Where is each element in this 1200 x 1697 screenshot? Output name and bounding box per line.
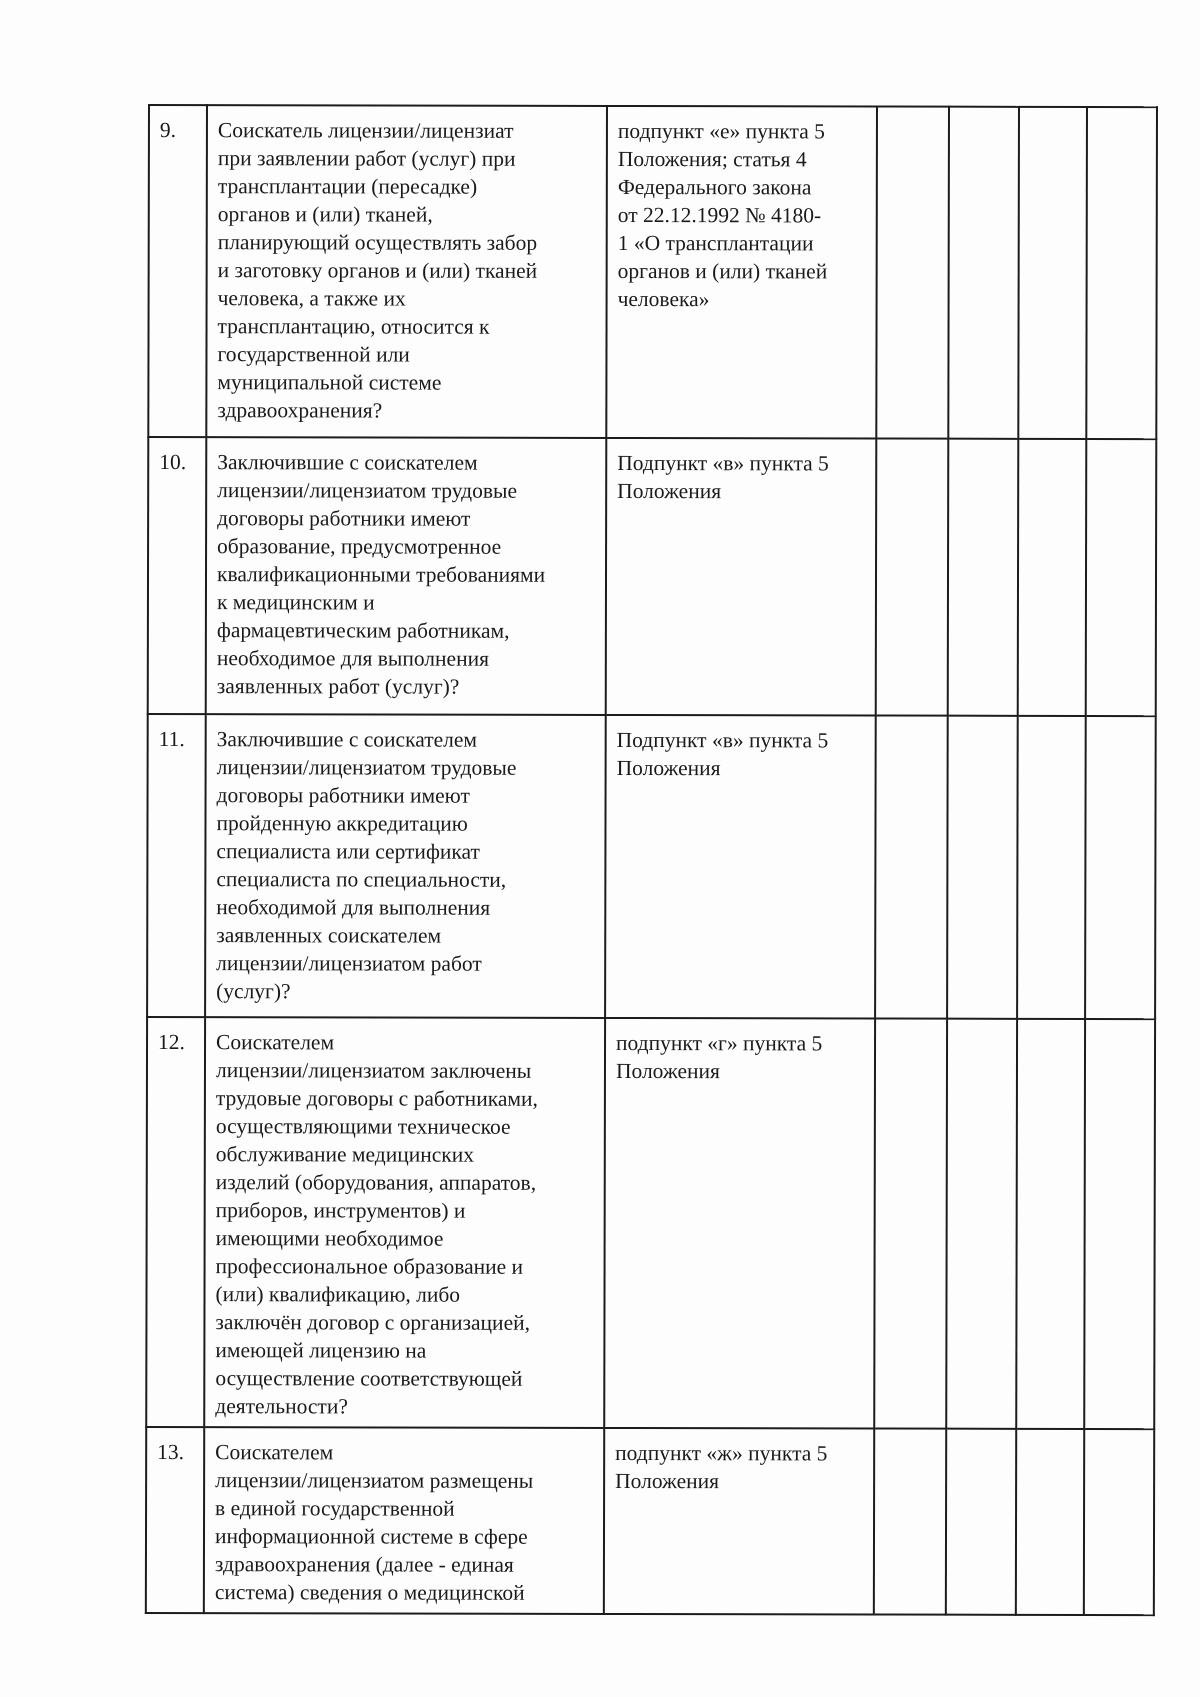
question-line: лицензии/лицензиатом размещены [215, 1468, 534, 1493]
question-line: человека, а также их [217, 286, 406, 311]
question-line: при заявлении работ (услуг) при [217, 146, 516, 171]
requirement-question [204, 1427, 604, 1614]
reference-line: органов и (или) тканей [617, 258, 828, 284]
question-line: и заготовку органов и (или) тканей [217, 258, 538, 283]
row-number: 10. [148, 437, 207, 714]
reference-line: Подпункт «в» пункта 5 [617, 450, 829, 476]
question-line: заявленных соискателем [216, 923, 442, 948]
reference-line: Положения [617, 478, 722, 504]
question-line: лицензии/лицензиатом заключены [215, 1058, 532, 1083]
question-line: изделий (оборудования, аппаратов, [215, 1170, 537, 1195]
question-line: имеющей лицензию на [215, 1338, 427, 1363]
question-line: муниципальной системе [217, 370, 442, 395]
reference-line: 1 «О трансплантации [617, 230, 814, 256]
row-number: 13. [146, 1427, 204, 1613]
reference-line: Подпункт «в» пункта 5 [616, 727, 829, 753]
answer-cell[interactable] [876, 107, 949, 439]
table-row [146, 1427, 1154, 1615]
question-line: лицензии/лицензиатом трудовые [216, 755, 517, 780]
reference-line: Положения [615, 1468, 720, 1494]
requirement-question [206, 437, 607, 715]
legal-reference [606, 106, 877, 439]
question-line: лицензии/лицензиатом трудовые [217, 478, 518, 503]
legal-reference [604, 1018, 875, 1429]
answer-cell[interactable] [874, 1019, 947, 1429]
question-line: система) сведения о медицинской [214, 1580, 525, 1605]
question-line: здравоохранения? [217, 398, 383, 423]
answer-cell[interactable] [1084, 1019, 1155, 1429]
answer-cell[interactable] [1018, 439, 1087, 716]
question-line: обслуживание медицинских [215, 1142, 475, 1167]
row-number: 9. [148, 105, 207, 437]
reference-line: подпункт «г» пункта 5 [616, 1030, 823, 1056]
question-line: фармацевтическим работникам, [216, 618, 510, 643]
legal-reference [604, 1428, 874, 1615]
question-line: трудовые договоры с работниками, [215, 1086, 538, 1111]
answer-cell[interactable] [1085, 716, 1156, 1019]
question-line: государственной или [217, 342, 410, 367]
question-line: трансплантации (пересадке) [217, 174, 478, 199]
question-line: специалиста по специальности, [216, 867, 507, 892]
question-line: заключён договор с организацией, [215, 1310, 531, 1335]
question-line: осуществляющими техническое [215, 1114, 511, 1139]
reference-line: от 22.12.1992 № 4180- [617, 202, 822, 228]
question-line: необходимое для выполнения [216, 646, 490, 671]
question-line: здравоохранения (далее - единая [214, 1552, 514, 1577]
question-line: договоры работники имеют [217, 506, 471, 531]
checklist-table [145, 104, 1158, 1616]
legal-reference [606, 438, 877, 716]
answer-cell[interactable] [946, 1019, 1017, 1429]
table-row [148, 437, 1157, 716]
question-line: заявленных работ (услуг)? [216, 674, 460, 699]
reference-line: Положения [616, 755, 721, 781]
reference-line: человека» [617, 286, 710, 312]
requirement-question [206, 105, 607, 438]
question-line: (или) квалификацию, либо [215, 1282, 461, 1307]
question-line: деятельности? [215, 1394, 348, 1419]
row-number: 12. [146, 1017, 205, 1427]
question-line: планирующий осуществлять забор [217, 230, 538, 255]
question-line: договоры работники имеют [216, 783, 470, 808]
question-line: в единой государственной [215, 1496, 455, 1521]
answer-cell[interactable] [1016, 1019, 1085, 1429]
question-line: специалиста или сертификат [216, 839, 480, 864]
table-row [146, 1017, 1155, 1429]
answer-cell[interactable] [947, 716, 1018, 1019]
requirement-question [205, 714, 606, 1018]
reference-line: подпункт «ж» пункта 5 [615, 1440, 828, 1466]
reference-line: подпункт «е» пункта 5 [617, 118, 825, 144]
answer-cell[interactable] [948, 439, 1019, 716]
question-line: Соискателем [215, 1440, 334, 1465]
question-line: органов и (или) тканей, [217, 202, 433, 227]
answer-cell[interactable] [948, 107, 1019, 439]
answer-cell[interactable] [1018, 107, 1087, 439]
legal-reference [605, 715, 876, 1019]
question-line: профессиональное образование и [215, 1254, 524, 1279]
question-line: информационной системе в сфере [214, 1524, 528, 1549]
reference-line: Положения [615, 1058, 720, 1084]
question-line: Заключившие с соискателем [217, 450, 478, 475]
question-line: к медицинским и [216, 590, 375, 615]
answer-cell[interactable] [876, 439, 949, 716]
answer-cell[interactable] [1086, 439, 1157, 716]
reference-line: Федерального закона [617, 174, 812, 200]
answer-cell[interactable] [875, 716, 948, 1019]
requirement-question [204, 1017, 605, 1428]
question-line: лицензии/лицензиатом работ [216, 951, 482, 976]
answer-cell[interactable] [946, 1429, 1016, 1615]
table-row [147, 714, 1156, 1019]
question-line: образование, предусмотренное [217, 534, 502, 559]
question-line: необходимой для выполнения [216, 895, 491, 920]
answer-cell[interactable] [1017, 716, 1086, 1019]
answer-cell[interactable] [1016, 1429, 1084, 1615]
question-line: пройденную аккредитацию [216, 811, 468, 836]
question-line: (услуг)? [216, 979, 291, 1004]
question-line: Соискатель лицензии/лицензиат [217, 118, 514, 143]
table-row [148, 105, 1157, 439]
question-line: трансплантацию, относится к [217, 314, 490, 339]
question-line: осуществление соответствующей [215, 1366, 523, 1391]
question-line: Заключившие с соискателем [216, 727, 478, 752]
reference-line: Положения; статья 4 [617, 146, 807, 172]
question-line: приборов, инструментов) и [215, 1198, 466, 1223]
row-number: 11. [147, 714, 206, 1017]
answer-cell[interactable] [874, 1429, 946, 1615]
answer-cell[interactable] [1084, 1429, 1154, 1615]
question-line: квалификационными требованиями [216, 562, 546, 587]
answer-cell[interactable] [1086, 107, 1157, 439]
question-line: имеющими необходимое [215, 1226, 444, 1251]
question-line: Соискателем [216, 1030, 335, 1055]
